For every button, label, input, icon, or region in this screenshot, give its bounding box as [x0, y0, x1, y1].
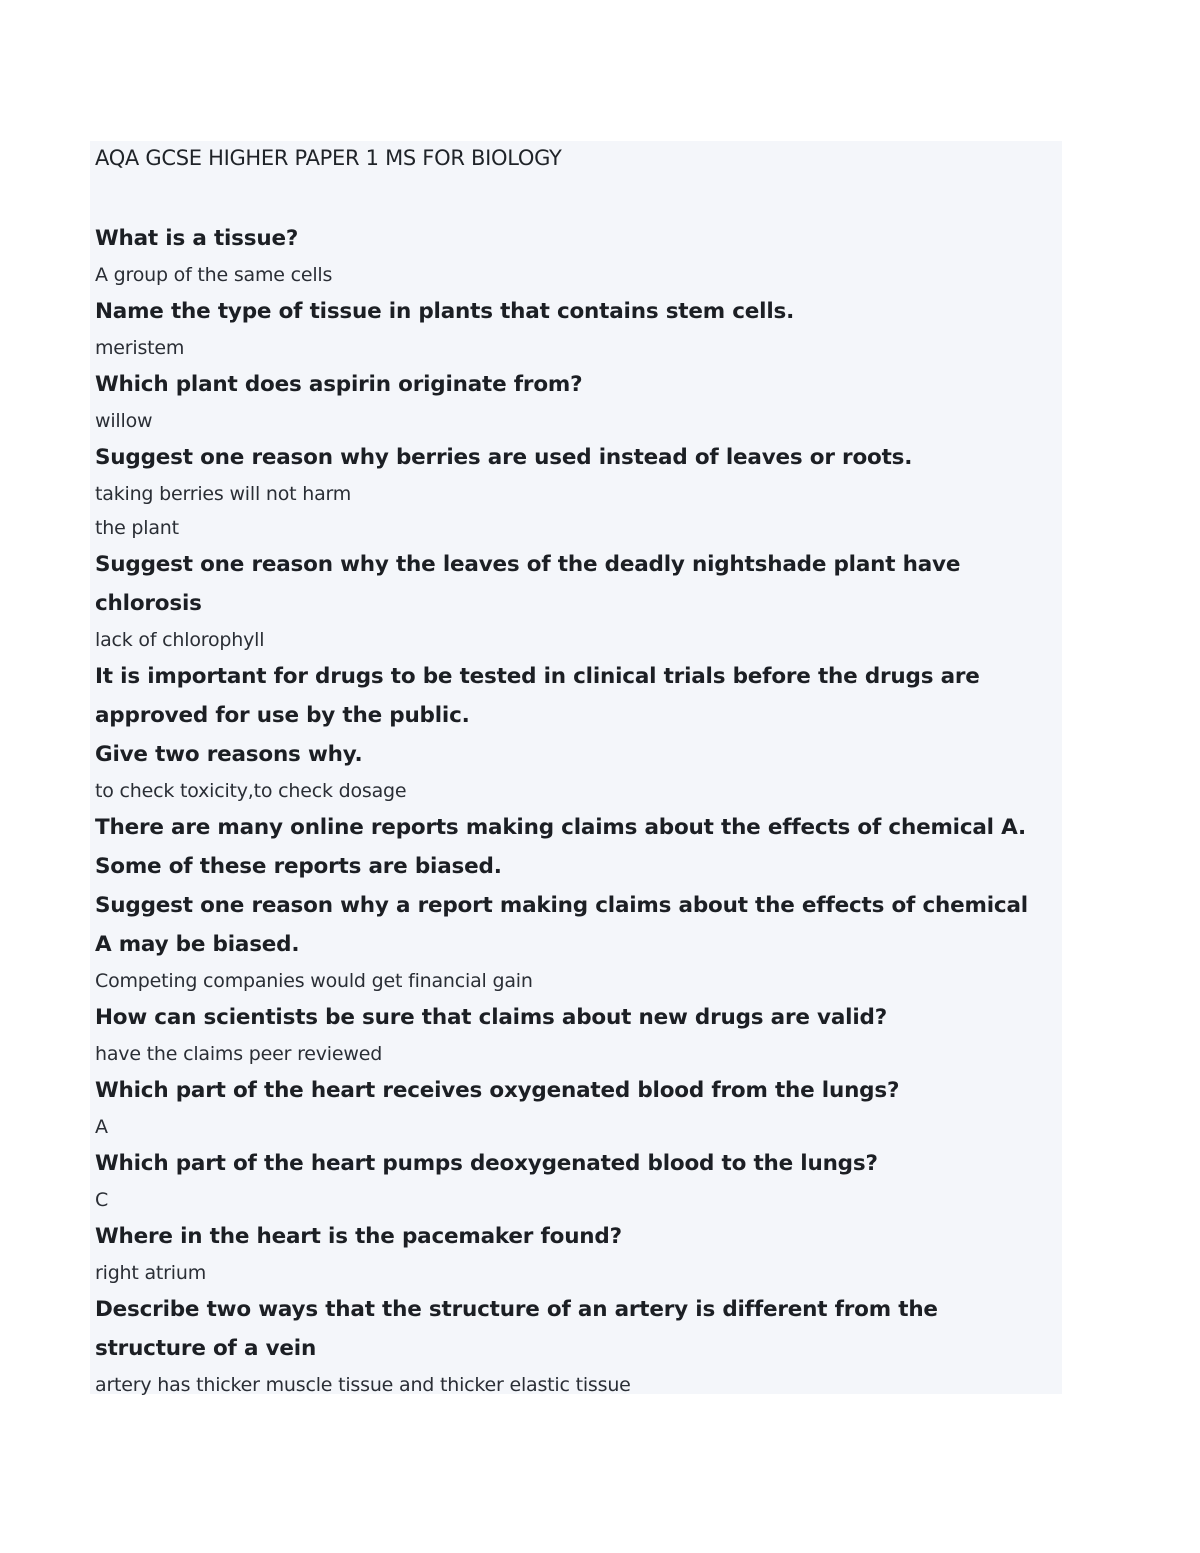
answer-line: Competing companies would get financial gain: [95, 970, 533, 992]
question-line: A may be biased.: [95, 932, 300, 957]
question-line: How can scientists be sure that claims about new drugs are valid?: [95, 1005, 887, 1030]
document-page: [90, 141, 1062, 1394]
question-line: Which plant does aspirin originate from?: [95, 372, 583, 397]
question-line: There are many online reports making claims about the effects of chemical A.: [95, 815, 1026, 840]
document-title: AQA GCSE HIGHER PAPER 1 MS FOR BIOLOGY: [95, 146, 562, 170]
answer-line: willow: [95, 410, 153, 432]
qa-list: [95, 219, 1059, 1402]
question-line: chlorosis: [95, 591, 202, 616]
question-line: approved for use by the public.: [95, 703, 470, 728]
answer-line: A: [95, 1116, 108, 1138]
question-line: It is important for drugs to be tested in clinical trials before the drugs are: [95, 664, 980, 689]
answer-line: have the claims peer reviewed: [95, 1043, 383, 1065]
question-line: Suggest one reason why a report making claims about the effects of chemical: [95, 893, 1028, 918]
answer-line: C: [95, 1189, 109, 1211]
answer-line: artery has thicker muscle tissue and thicker elastic tissue: [95, 1374, 631, 1396]
question-line: Which part of the heart pumps deoxygenated blood to the lungs?: [95, 1151, 878, 1176]
answer-line: lack of chlorophyll: [95, 629, 265, 651]
question-line: Some of these reports are biased.: [95, 854, 502, 879]
question-line: Describe two ways that the structure of an artery is different from the: [95, 1297, 938, 1322]
answer-line: taking berries will not harm: [95, 483, 352, 505]
question-line: Which part of the heart receives oxygenated blood from the lungs?: [95, 1078, 900, 1103]
answer-line: A group of the same cells: [95, 264, 333, 286]
question-line: Where in the heart is the pacemaker found?: [95, 1224, 622, 1249]
question-line: Suggest one reason why the leaves of the deadly nightshade plant have: [95, 552, 961, 577]
question-line: What is a tissue?: [95, 226, 299, 251]
answer-line: the plant: [95, 517, 179, 539]
question-line: Suggest one reason why berries are used instead of leaves or roots.: [95, 445, 913, 470]
question-line: Name the type of tissue in plants that contains stem cells.: [95, 299, 795, 324]
question-line: Give two reasons why.: [95, 742, 363, 767]
question-line: structure of a vein: [95, 1336, 317, 1361]
answer-line: meristem: [95, 337, 185, 359]
answer-line: to check toxicity,to check dosage: [95, 780, 407, 802]
answer-line: right atrium: [95, 1262, 207, 1284]
